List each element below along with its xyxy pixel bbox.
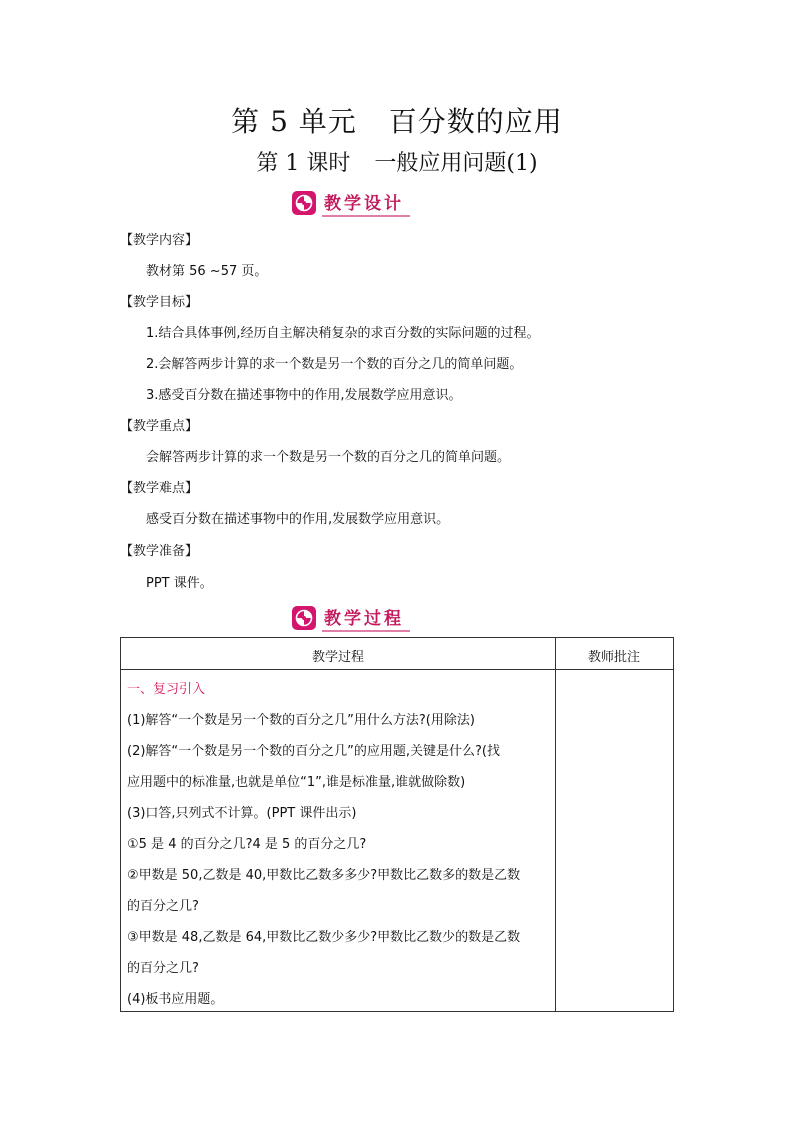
table-line: 的百分之几? [127, 961, 199, 976]
key-text: 会解答两步计算的求一个数是另一个数的百分之几的简单问题。 [146, 450, 511, 465]
goal-item: 3.感受百分数在描述事物中的作用,发展数学应用意识。 [146, 388, 462, 403]
table-line: (3)口答,只列式不计算。(PPT 课件出示) [127, 806, 357, 821]
goal-item: 2.会解答两步计算的求一个数是另一个数的百分之几的简单问题。 [146, 357, 523, 372]
banner-label: 教学设计 [322, 189, 410, 217]
header-divider [121, 669, 673, 670]
section-head-prep: 【教学准备】 [120, 544, 199, 559]
table-line: 应用题中的标准量,也就是单位“1”,谁是标准量,谁就做除数) [127, 775, 466, 790]
table-line: (1)解答“一个数是另一个数的百分之几”用什么方法?(用除法) [127, 713, 475, 728]
table-line: ①5 是 4 的百分之几?4 是 5 的百分之几? [127, 837, 367, 852]
section-head-goals: 【教学目标】 [120, 295, 199, 310]
step-heading: 一、复习引入 [127, 682, 206, 697]
goal-item: 1.结合具体事例,经历自主解决稍复杂的求百分数的实际问题的过程。 [146, 326, 540, 341]
table-line: ②甲数是 50,乙数是 40,甲数比乙数多多少?甲数比乙数多的数是乙数 [127, 868, 521, 883]
unit-title [0, 100, 794, 140]
banner-teaching-process [292, 605, 410, 631]
teaching-process-table [120, 637, 674, 1012]
difficulty-text: 感受百分数在描述事物中的作用,发展数学应用意识。 [146, 512, 450, 527]
section-head-difficulty: 【教学难点】 [120, 481, 199, 496]
lesson-number: 第 1 课时 [256, 151, 351, 176]
lesson-title [0, 146, 794, 177]
table-line: (2)解答“一个数是另一个数的百分之几”的应用题,关键是什么?(找 [127, 744, 500, 759]
lesson-topic: 一般应用问题(1) [374, 151, 538, 176]
table-line: (4)板书应用题。 [127, 992, 224, 1007]
pinwheel-icon [292, 191, 316, 215]
content-text: 教材第 56 ~57 页。 [146, 264, 268, 279]
section-head-content: 【教学内容】 [120, 233, 199, 248]
unit-number: 第 5 单元 [231, 105, 357, 138]
unit-topic: 百分数的应用 [388, 105, 563, 138]
column-divider [555, 638, 556, 1011]
banner-label: 教学过程 [322, 604, 410, 632]
prep-text: PPT 课件。 [146, 576, 213, 591]
banner-teaching-design [292, 190, 410, 216]
pinwheel-icon [292, 606, 316, 630]
section-head-key: 【教学重点】 [120, 419, 199, 434]
table-line: ③甲数是 48,乙数是 64,甲数比乙数少多少?甲数比乙数少的数是乙数 [127, 930, 521, 945]
table-line: 的百分之几? [127, 899, 199, 914]
table-header-notes: 教师批注 [587, 650, 640, 665]
table-header-process: 教学过程 [311, 650, 364, 665]
